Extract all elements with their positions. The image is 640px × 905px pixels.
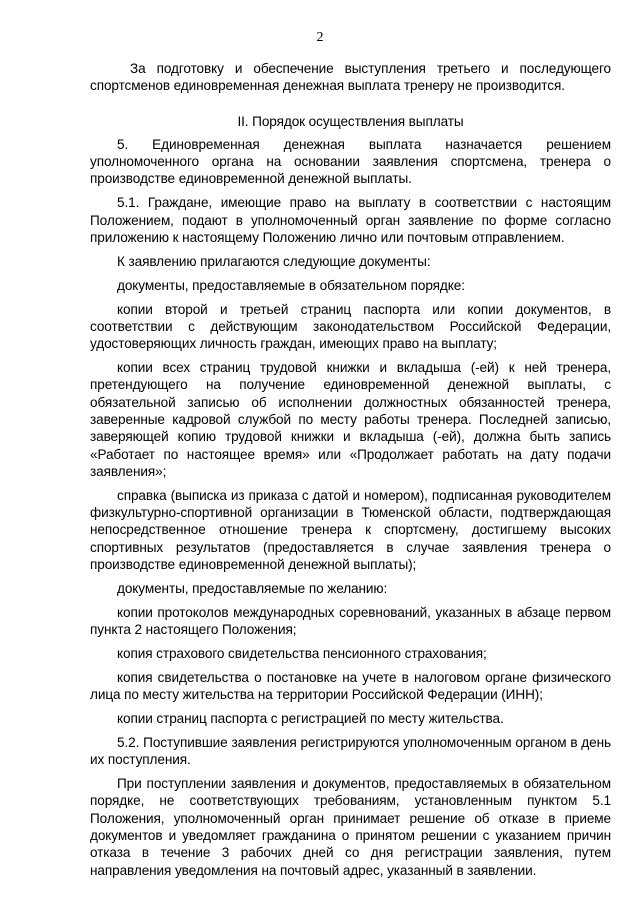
paragraph-item-5-2: 5.2. Поступившие заявления регистрируются уполномоченным органом в день их поступления. [90, 734, 611, 768]
paragraph-mandatory-docs: документы, предоставляемые в обязательном порядке: [117, 277, 465, 293]
section-heading: II. Порядок осуществления выплаты [237, 113, 464, 129]
paragraph-item-5: 5. Единовременная денежная выплата назначается решением уполномоченного органа на основании заявления спортсмена, тренера о производстве единовременной денежной выплаты. [90, 136, 611, 187]
paragraph-registration-pages: копии страниц паспорта с регистрацией по месту жительства. [117, 711, 504, 727]
paragraph-insurance-copy: копия страхового свидетельства пенсионного страхования; [117, 645, 487, 661]
paragraph-item-5-1: 5.1. Граждане, имеющие право на выплату в соответствии с настоящим Положением, подают в уполномоченный орган заявление по форме согласно приложению к настоящему Положению лично или почтовым отправлением. [90, 195, 611, 245]
paragraph-refusal: При поступлении заявления и документов, предоставляемых в обязательном порядке, не соответствующих требованиям, установленным пунктом 5.1 Положения, уполномоченный орган принимает решение об отказе в приеме документов и уведомляет гражданина о принятом решении с указанием причин отказа в течение 3 рабочих дней со дня регистрации заявления, путем направления уведомления на почтовый адрес, указанный в заявлении. [90, 776, 611, 878]
paragraph-tax-certificate: копия свидетельства о постановке на учете в налоговом органе физического лица по месту жительства на территории Российской Федерации (ИНН); [90, 669, 611, 703]
paragraph-passport-copies: копии второй и третьей страниц паспорта или копии документов, в соответствии с действующим законодательством Российской Федерации, удостоверяющих личность граждан, имеющих право на выплату; [90, 301, 611, 352]
paragraph-certificate: справка (выписка из приказа с датой и номером), подписанная руководителем физкультурно-спортивной организации в Тюменской области, подтверждающая непосредственное отношение тренера к спортсмену, достигшему высоких спортивных результатов (предоставляется в случае заявления тренера о производстве единовременной денежной выплаты); [90, 487, 611, 572]
paragraph-optional-docs: документы, предоставляемые по желанию: [117, 580, 388, 596]
paragraph-workbook-copies: копии всех страниц трудовой книжки и вкладыша (-ей) к ней тренера, претендующего на получение единовременной денежной выплаты, с обязательной записью об исполнении должностных обязанностей тренера, заверенные кадровой службой по месту работы тренера. Последней записью, заверяющей копию трудовой книжки и вкладыша (-ей), должна быть запись «Работает по настоящее время» или «Продолжает работать на дату подачи заявления»; [90, 360, 611, 479]
paragraph-attachments-intro: К заявлению прилагаются следующие документы: [117, 253, 431, 269]
page-number: 2 [316, 30, 324, 45]
paragraph-protocol-copies: копии протоколов международных соревнований, указанных в абзаце первом пункта 2 настоящего Положения; [90, 604, 611, 638]
document-body [90, 60, 611, 885]
paragraph-intro: За подготовку и обеспечение выступления третьего и последующего спортсменов единовременная денежная выплата тренеру не производится. [90, 61, 611, 94]
